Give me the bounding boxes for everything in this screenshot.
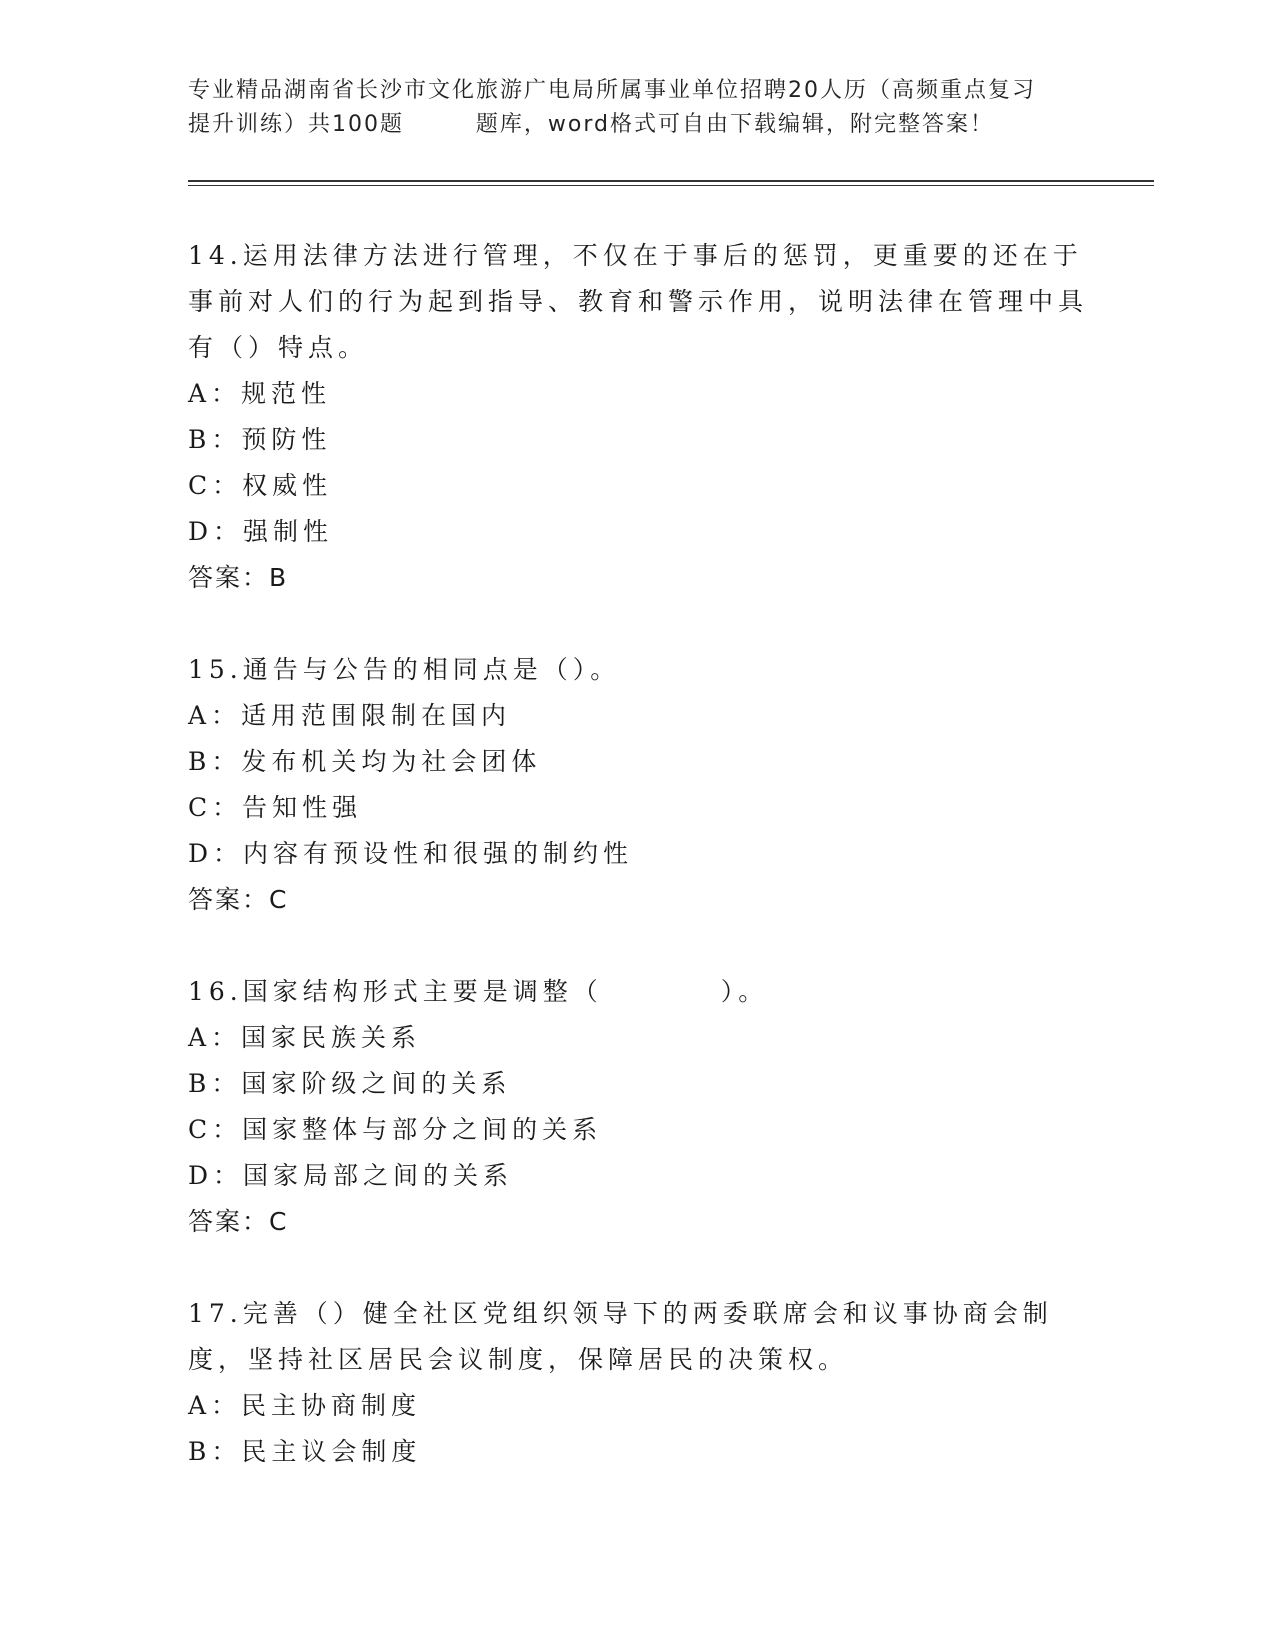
option-b: B：国家阶级之间的关系 [188, 1069, 512, 1098]
option-c: C：权威性 [188, 471, 333, 500]
question-stem-end: ）。 [720, 977, 769, 1006]
option-a: A：规范性 [188, 379, 332, 408]
question-stem: 17.完善（）健全社区党组织领导下的两委联席会和议事协商会制度，坚持社区居民会议制度，保障居民的决策权。 [188, 1299, 1053, 1374]
header-rule-thick [188, 180, 1154, 182]
question-stem: 14.运用法律方法进行管理，不仅在于事后的惩罚，更重要的还在于事前对人们的行为起到指导、教育和警示作用，说明法律在管理中具有（）特点。 [188, 241, 1089, 362]
question-15 [188, 647, 1088, 923]
option-c: C：国家整体与部分之间的关系 [188, 1115, 603, 1144]
option-b: B：预防性 [188, 425, 332, 454]
document-header [188, 74, 1088, 142]
question-17 [188, 1291, 1088, 1475]
question-14 [188, 233, 1088, 601]
option-b: B：民主议会制度 [188, 1437, 422, 1466]
option-c: C：告知性强 [188, 793, 363, 822]
header-line-1: 专业精品湖南省长沙市文化旅游广电局所属事业单位招聘20人历（高频重点复习 [188, 78, 1036, 103]
answer: 答案：B [188, 563, 289, 592]
answer: 答案：C [188, 1207, 289, 1236]
option-d: D：强制性 [188, 517, 334, 546]
option-a: A：适用范围限制在国内 [188, 701, 512, 730]
header-rule-thin [188, 185, 1154, 186]
option-b: B：发布机关均为社会团体 [188, 747, 542, 776]
option-d: D：内容有预设性和很强的制约性 [188, 839, 634, 868]
answer: 答案：C [188, 885, 289, 914]
question-stem-start: 16.国家结构形式主要是调整（ [188, 977, 603, 1006]
option-a: A：民主协商制度 [188, 1391, 422, 1420]
option-d: D：国家局部之间的关系 [188, 1161, 514, 1190]
question-list [188, 233, 1088, 1475]
option-a: A：国家民族关系 [188, 1023, 422, 1052]
question-16 [188, 969, 1088, 1245]
question-stem [188, 969, 1088, 1015]
question-stem: 15.通告与公告的相同点是（）。 [188, 655, 621, 684]
header-line-2: 提升训练）共100题 题库，word格式可自由下载编辑，附完整答案！ [188, 112, 995, 137]
